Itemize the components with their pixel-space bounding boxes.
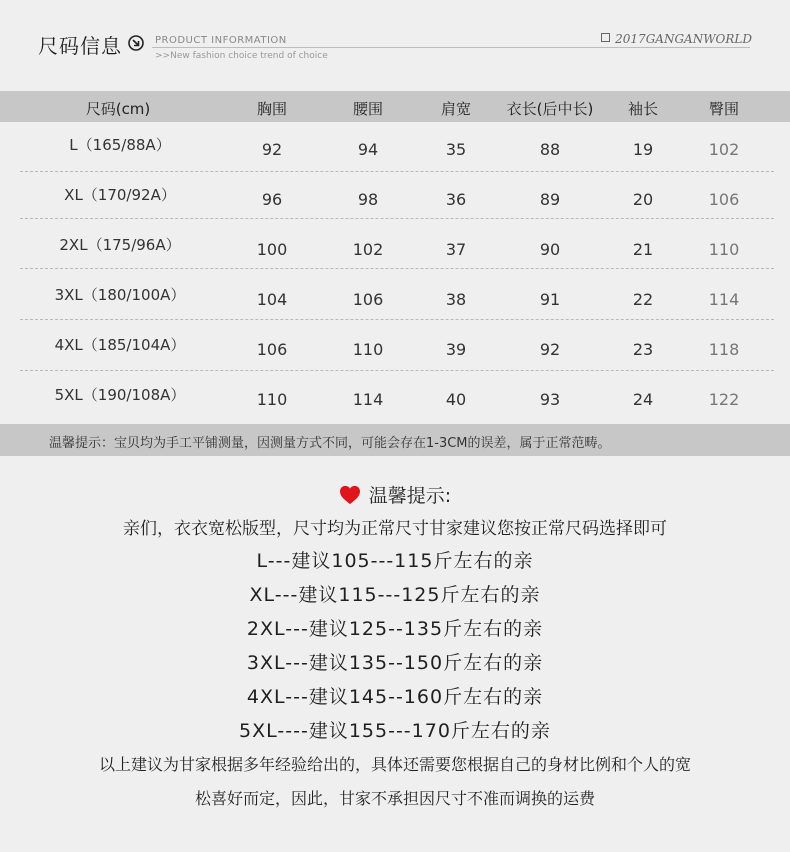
length-cell: 89: [539, 190, 561, 209]
column-header-waist: 腰围: [352, 100, 384, 118]
brand-text: 2017GANGANWORLD: [615, 32, 752, 46]
tips-title-text: 温馨提示:: [368, 485, 452, 507]
hip-cell: 102: [708, 140, 740, 159]
hip-cell: 118: [708, 340, 740, 359]
shoulder-cell: 38: [445, 290, 467, 309]
hip-cell: 110: [708, 240, 740, 259]
measurement-note-bar: [0, 424, 790, 456]
column-header-size: 尺码(cm): [85, 100, 151, 118]
square-icon: [601, 33, 610, 42]
length-cell: 88: [539, 140, 561, 159]
row-divider: [20, 268, 774, 269]
sleeve-cell: 23: [632, 340, 654, 359]
section-title-en: PRODUCT INFORMATION: [155, 35, 287, 46]
hip-cell: 114: [708, 290, 740, 309]
recommendation-line: L---建议105---115斤左右的亲: [256, 550, 534, 572]
table-row: [0, 172, 790, 222]
recommendation-line: 4XL---建议145--160斤左右的亲: [246, 686, 544, 708]
recommendation-line: 5XL----建议155---170斤左右的亲: [239, 720, 551, 742]
length-cell: 93: [539, 390, 561, 409]
waist-cell: 106: [352, 290, 384, 309]
sleeve-cell: 24: [632, 390, 654, 409]
sleeve-cell: 21: [632, 240, 654, 259]
waist-cell: 94: [357, 140, 379, 159]
size-cell: 4XL（185/104A）: [54, 336, 186, 354]
column-header-shoulder: 肩宽: [440, 100, 472, 118]
hip-cell: 122: [708, 390, 740, 409]
tips-intro: 亲们，衣衣宽松版型，尺寸均为正常尺寸甘家建议您按正常尺码选择即可: [123, 519, 667, 539]
recommendation-line: XL---建议115---125斤左右的亲: [249, 584, 541, 606]
chest-cell: 104: [256, 290, 288, 309]
shoulder-cell: 37: [445, 240, 467, 259]
waist-cell: 102: [352, 240, 384, 259]
chest-cell: 92: [261, 140, 283, 159]
section-header: [0, 0, 790, 80]
recommendation-line: 3XL---建议135--150斤左右的亲: [246, 652, 544, 674]
shoulder-cell: 40: [445, 390, 467, 409]
waist-cell: 110: [352, 340, 384, 359]
size-cell: 2XL（175/96A）: [59, 236, 181, 254]
sleeve-cell: 20: [632, 190, 654, 209]
column-header-chest: 胸围: [256, 100, 288, 118]
arrow-circle-icon: [128, 35, 144, 51]
table-row: [0, 222, 790, 272]
brand-label: [601, 32, 752, 46]
size-cell: L（165/88A）: [69, 136, 171, 154]
sleeve-cell: 19: [632, 140, 654, 159]
section-subtitle: >>New fashion choice trend of choice: [155, 51, 328, 61]
size-cell: XL（170/92A）: [64, 186, 176, 204]
chest-cell: 110: [256, 390, 288, 409]
waist-cell: 114: [352, 390, 384, 409]
title-divider: [152, 47, 750, 48]
column-header-hip: 臀围: [708, 100, 740, 118]
tips-footer-line: 以上建议为甘家根据多年经验给出的，具体还需要您根据自己的身材比例和个人的宽: [98, 755, 691, 774]
length-cell: 92: [539, 340, 561, 359]
table-row: [0, 322, 790, 372]
column-header-length: 衣长(后中长): [506, 100, 594, 118]
table-row: [0, 272, 790, 322]
size-table-header: [0, 91, 790, 122]
length-cell: 91: [539, 290, 561, 309]
column-header-sleeve: 袖长: [627, 100, 659, 118]
size-cell: 5XL（190/108A）: [54, 386, 186, 404]
heart-icon: [339, 485, 361, 505]
recommendation-line: 2XL---建议125--135斤左右的亲: [246, 618, 544, 640]
chest-cell: 100: [256, 240, 288, 259]
tips-footer-line: 松喜好而定，因此，甘家不承担因尺寸不准而调换的运费: [194, 789, 595, 808]
table-row: [0, 372, 790, 422]
table-row: [0, 122, 790, 172]
shoulder-cell: 36: [445, 190, 467, 209]
shoulder-cell: 39: [445, 340, 467, 359]
shoulder-cell: 35: [445, 140, 467, 159]
row-divider: [20, 370, 774, 371]
row-divider: [20, 319, 774, 320]
length-cell: 90: [539, 240, 561, 259]
tips-heading: [0, 481, 790, 508]
size-cell: 3XL（180/100A）: [54, 286, 186, 304]
section-title: 尺码信息: [38, 34, 122, 58]
chest-cell: 106: [256, 340, 288, 359]
sleeve-cell: 22: [632, 290, 654, 309]
measurement-note: 温馨提示：宝贝均为手工平铺测量，因测量方式不同，可能会存在1-3CM的误差，属于正常范畴。: [49, 436, 611, 451]
hip-cell: 106: [708, 190, 740, 209]
row-divider: [20, 218, 774, 219]
waist-cell: 98: [357, 190, 379, 209]
chest-cell: 96: [261, 190, 283, 209]
